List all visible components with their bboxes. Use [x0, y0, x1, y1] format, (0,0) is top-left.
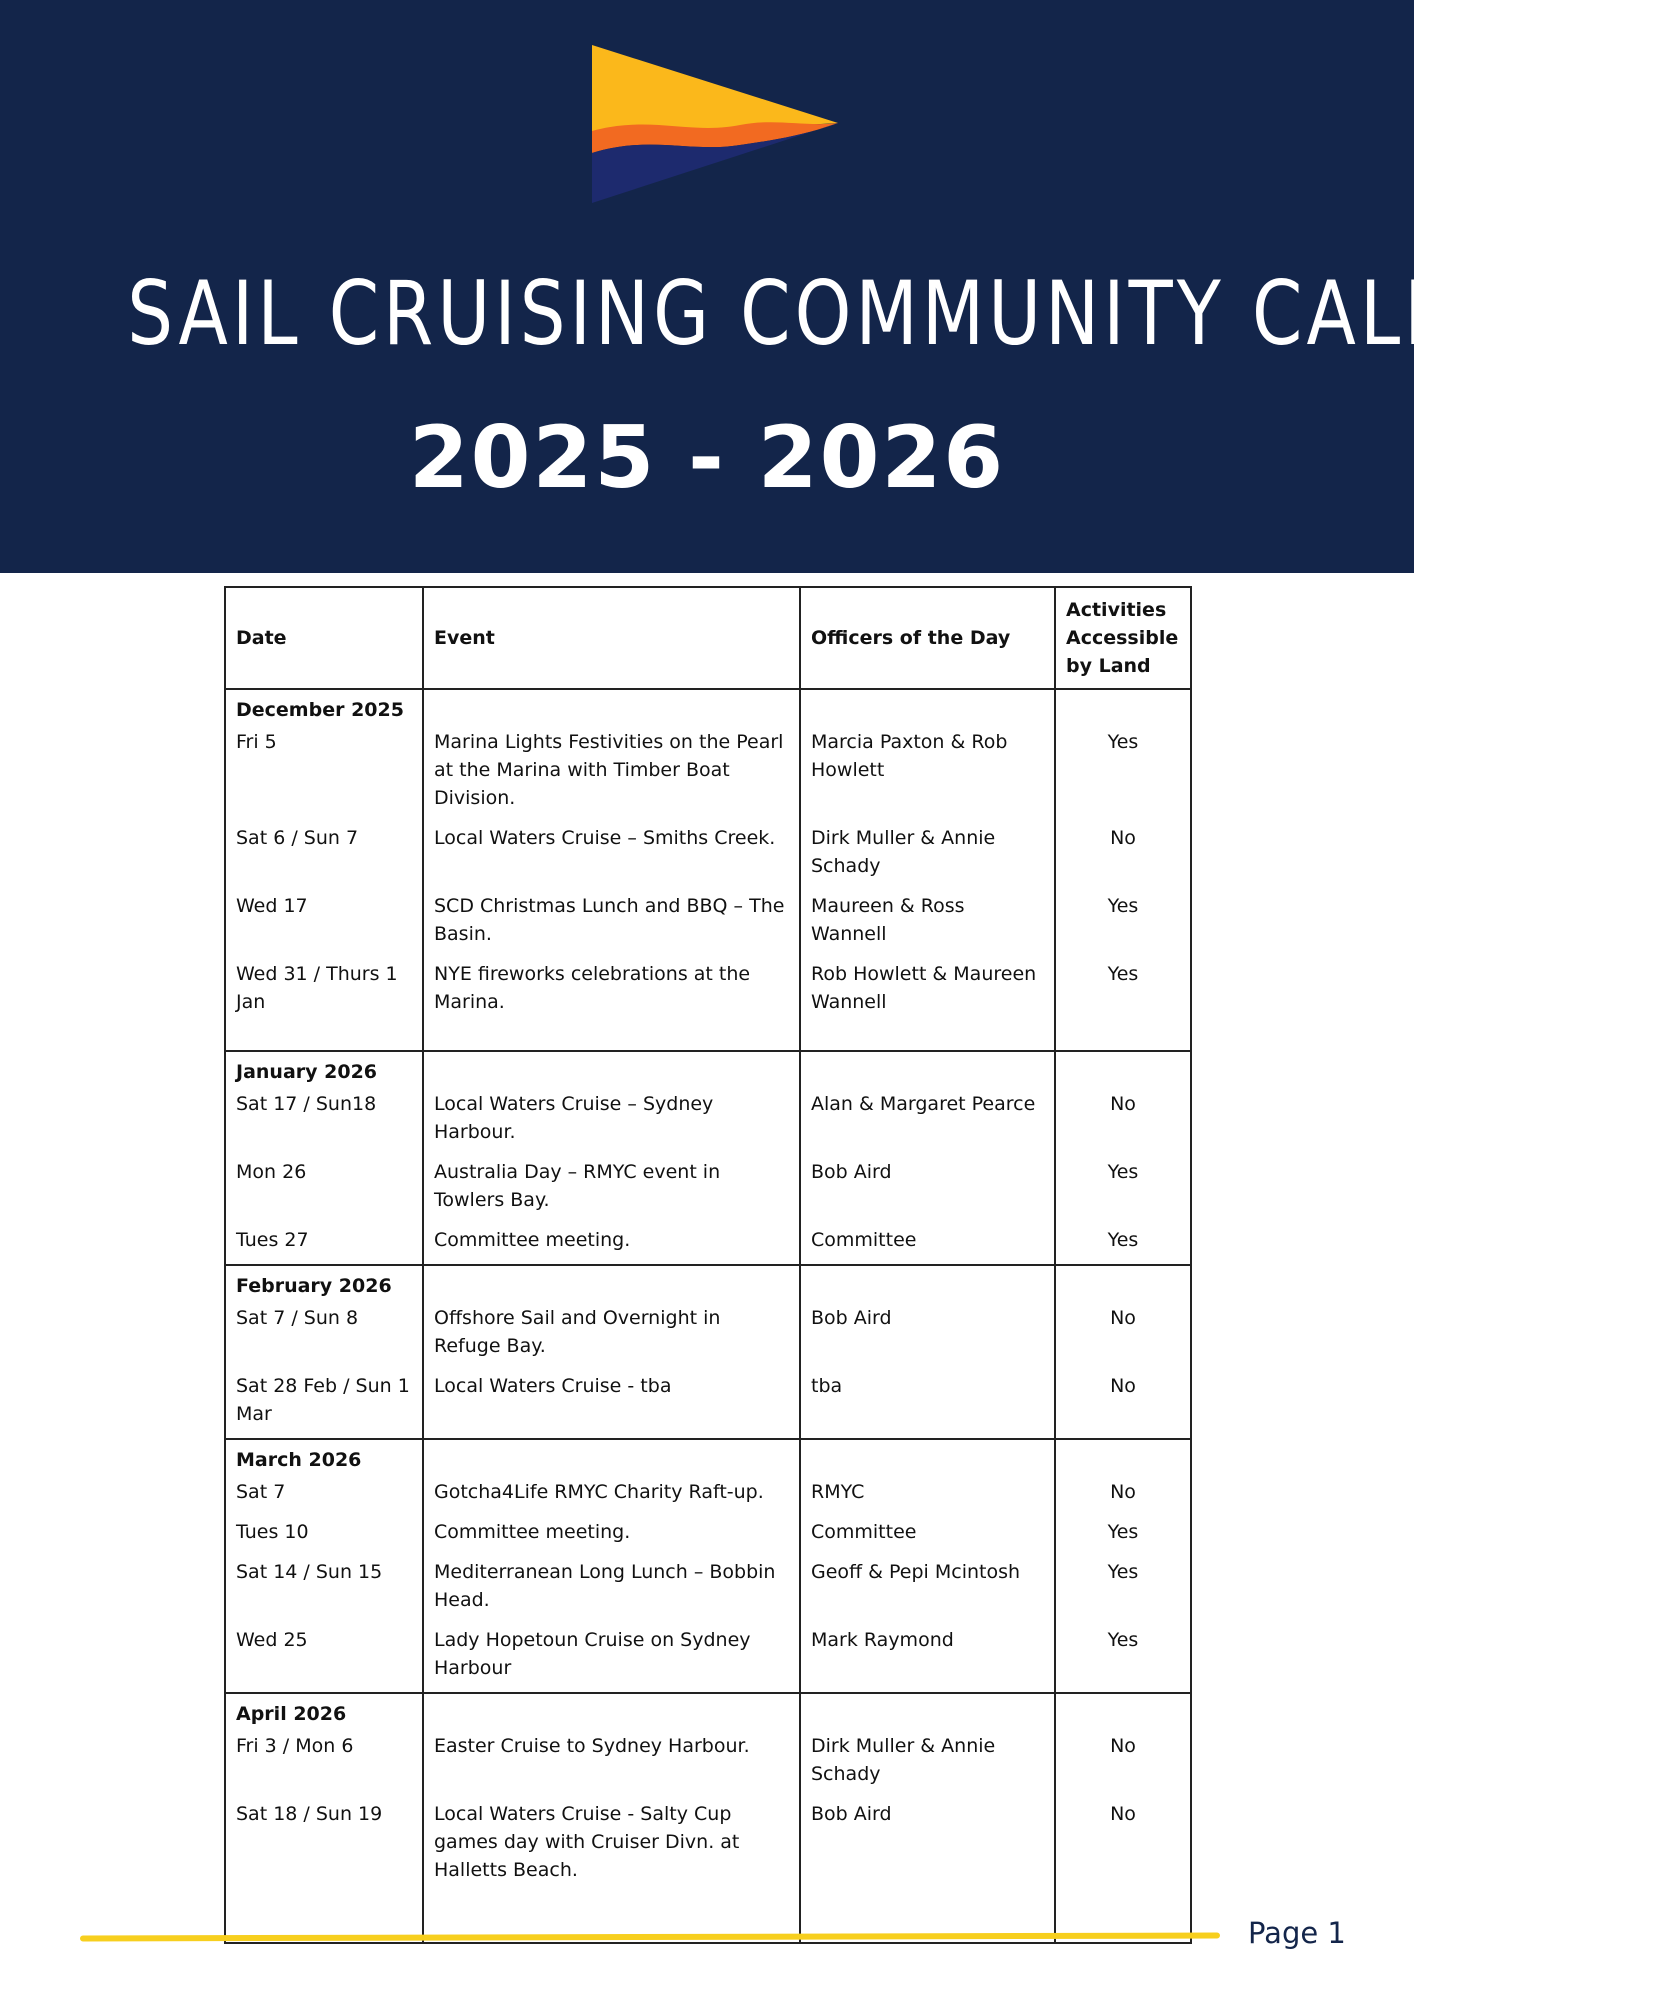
- event-officers: Bob Aird: [800, 1798, 1055, 1894]
- event-officers: tba: [800, 1370, 1055, 1439]
- event-officers: Committee: [800, 1516, 1055, 1556]
- empty-cell: [1055, 1439, 1191, 1476]
- month-header-row: [225, 1265, 1191, 1302]
- event-officers: Bob Aird: [800, 1302, 1055, 1370]
- empty-cell: [800, 1051, 1055, 1088]
- land-access: Yes: [1055, 726, 1191, 822]
- month-label: February 2026: [225, 1265, 423, 1302]
- event-officers: Committee: [800, 1224, 1055, 1265]
- event-description: Local Waters Cruise - tba: [423, 1370, 800, 1439]
- table-row: [225, 1476, 1191, 1516]
- empty-cell: [800, 1265, 1055, 1302]
- month-label: March 2026: [225, 1439, 423, 1476]
- event-officers: Mark Raymond: [800, 1624, 1055, 1693]
- event-date: Sat 14 / Sun 15: [225, 1556, 423, 1624]
- empty-cell: [800, 1439, 1055, 1476]
- land-access: Yes: [1055, 1624, 1191, 1693]
- land-access: Yes: [1055, 1156, 1191, 1224]
- month-header-row: [225, 1051, 1191, 1088]
- table-row: [225, 1516, 1191, 1556]
- event-description: Committee meeting.: [423, 1516, 800, 1556]
- land-access: Yes: [1055, 1516, 1191, 1556]
- calendar-table: [224, 586, 1192, 1944]
- event-date: Sat 7: [225, 1476, 423, 1516]
- table-row: [225, 1088, 1191, 1156]
- event-description: Marina Lights Festivities on the Pearl at the Marina with Timber Boat Division.: [423, 726, 800, 822]
- empty-cell: [1055, 1051, 1191, 1088]
- month-header-row: [225, 689, 1191, 726]
- land-access: Yes: [1055, 1556, 1191, 1624]
- land-access: No: [1055, 1798, 1191, 1894]
- month-section: [225, 1693, 1191, 1943]
- table-row: [225, 1624, 1191, 1693]
- page-number: Page 1: [1248, 1916, 1346, 1950]
- table-row: [225, 1224, 1191, 1265]
- event-date: Sat 17 / Sun18: [225, 1088, 423, 1156]
- table-row: [225, 890, 1191, 958]
- land-access: No: [1055, 1302, 1191, 1370]
- burgee-flag-icon: [590, 45, 850, 215]
- column-header-officers: Officers of the Day: [800, 587, 1055, 689]
- empty-cell: [1055, 1693, 1191, 1730]
- page-subtitle-years: 2025 - 2026: [408, 408, 1006, 508]
- empty-cell: [423, 1026, 800, 1051]
- event-description: Local Waters Cruise - Salty Cup games day with Cruiser Divn. at Halletts Beach.: [423, 1798, 800, 1894]
- month-label: April 2026: [225, 1693, 423, 1730]
- event-date: Sat 7 / Sun 8: [225, 1302, 423, 1370]
- event-date: Wed 17: [225, 890, 423, 958]
- month-header-row: [225, 1439, 1191, 1476]
- land-access: Yes: [1055, 1224, 1191, 1265]
- month-section: [225, 1265, 1191, 1439]
- event-date: Fri 5: [225, 726, 423, 822]
- event-description: Committee meeting.: [423, 1224, 800, 1265]
- column-header-land-access: Activities Accessible by Land: [1055, 587, 1191, 689]
- event-officers: Geoff & Pepi Mcintosh: [800, 1556, 1055, 1624]
- empty-cell: [423, 689, 800, 726]
- month-label: January 2026: [225, 1051, 423, 1088]
- event-officers: Dirk Muller & Annie Schady: [800, 822, 1055, 890]
- empty-cell: [1055, 689, 1191, 726]
- land-access: No: [1055, 822, 1191, 890]
- land-access: No: [1055, 1370, 1191, 1439]
- event-date: Tues 27: [225, 1224, 423, 1265]
- month-label: December 2025: [225, 689, 423, 726]
- table-row: [225, 958, 1191, 1026]
- empty-cell: [423, 1265, 800, 1302]
- month-section: [225, 689, 1191, 1051]
- land-access: No: [1055, 1730, 1191, 1798]
- empty-cell: [800, 1693, 1055, 1730]
- table-row: [225, 1730, 1191, 1798]
- event-description: SCD Christmas Lunch and BBQ – The Basin.: [423, 890, 800, 958]
- empty-cell: [1055, 1026, 1191, 1051]
- event-date: Wed 31 / Thurs 1 Jan: [225, 958, 423, 1026]
- spacer-row: [225, 1894, 1191, 1924]
- event-officers: Dirk Muller & Annie Schady: [800, 1730, 1055, 1798]
- event-officers: Maureen & Ross Wannell: [800, 890, 1055, 958]
- empty-cell: [1055, 1894, 1191, 1924]
- event-date: Tues 10: [225, 1516, 423, 1556]
- event-officers: Alan & Margaret Pearce: [800, 1088, 1055, 1156]
- event-officers: Marcia Paxton & Rob Howlett: [800, 726, 1055, 822]
- table-row: [225, 1556, 1191, 1624]
- month-section: [225, 1051, 1191, 1265]
- event-date: Sat 18 / Sun 19: [225, 1798, 423, 1894]
- land-access: No: [1055, 1476, 1191, 1516]
- column-header-event: Event: [423, 587, 800, 689]
- empty-cell: [800, 1894, 1055, 1924]
- page-title: SAIL CRUISING COMMUNITY CALENDAR: [127, 262, 1678, 365]
- empty-cell: [423, 1439, 800, 1476]
- empty-cell: [225, 1894, 423, 1924]
- empty-cell: [423, 1051, 800, 1088]
- column-header-date: Date: [225, 587, 423, 689]
- month-section: [225, 1439, 1191, 1693]
- empty-cell: [800, 689, 1055, 726]
- table-row: [225, 1156, 1191, 1224]
- table-row: [225, 1370, 1191, 1439]
- event-officers: Rob Howlett & Maureen Wannell: [800, 958, 1055, 1026]
- event-officers: Bob Aird: [800, 1156, 1055, 1224]
- event-description: Local Waters Cruise – Smiths Creek.: [423, 822, 800, 890]
- spacer-row: [225, 1026, 1191, 1051]
- empty-cell: [800, 1026, 1055, 1051]
- event-description: Lady Hopetoun Cruise on Sydney Harbour: [423, 1624, 800, 1693]
- event-date: Mon 26: [225, 1156, 423, 1224]
- empty-cell: [1055, 1265, 1191, 1302]
- event-date: Sat 28 Feb / Sun 1 Mar: [225, 1370, 423, 1439]
- empty-cell: [423, 1894, 800, 1924]
- table-row: [225, 1302, 1191, 1370]
- land-access: Yes: [1055, 890, 1191, 958]
- month-header-row: [225, 1693, 1191, 1730]
- table-row: [225, 1798, 1191, 1894]
- event-description: Offshore Sail and Overnight in Refuge Bay.: [423, 1302, 800, 1370]
- event-description: Mediterranean Long Lunch – Bobbin Head.: [423, 1556, 800, 1624]
- event-date: Fri 3 / Mon 6: [225, 1730, 423, 1798]
- event-description: Gotcha4Life RMYC Charity Raft-up.: [423, 1476, 800, 1516]
- event-description: Local Waters Cruise – Sydney Harbour.: [423, 1088, 800, 1156]
- table-row: [225, 726, 1191, 822]
- event-description: Australia Day – RMYC event in Towlers Bay.: [423, 1156, 800, 1224]
- event-date: Wed 25: [225, 1624, 423, 1693]
- header-banner: [0, 0, 1678, 573]
- event-description: Easter Cruise to Sydney Harbour.: [423, 1730, 800, 1798]
- land-access: No: [1055, 1088, 1191, 1156]
- empty-cell: [423, 1693, 800, 1730]
- event-officers: RMYC: [800, 1476, 1055, 1516]
- table-header-row: [225, 587, 1191, 689]
- land-access: Yes: [1055, 958, 1191, 1026]
- table-row: [225, 822, 1191, 890]
- event-date: Sat 6 / Sun 7: [225, 822, 423, 890]
- event-description: NYE fireworks celebrations at the Marina.: [423, 958, 800, 1026]
- empty-cell: [225, 1026, 423, 1051]
